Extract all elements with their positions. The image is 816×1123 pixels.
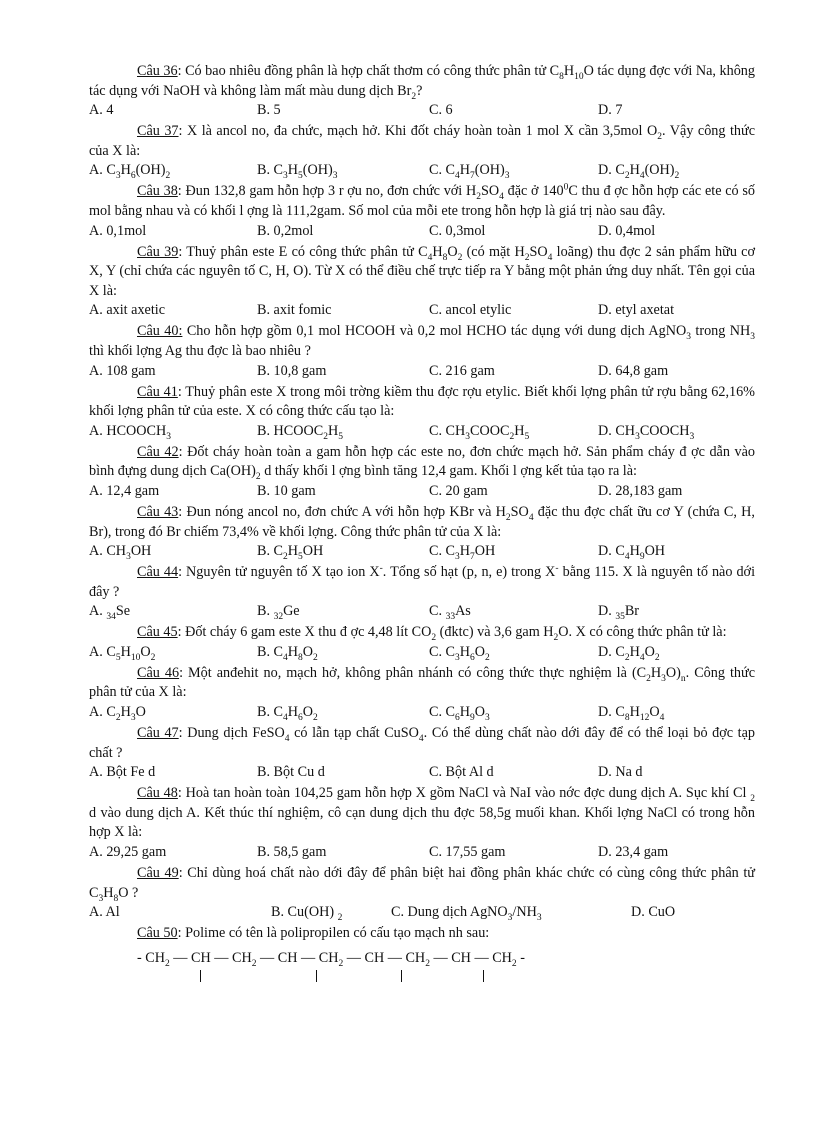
answer-option-d: D. CuO: [631, 904, 676, 921]
answer-option-c: C. 0,3mol: [429, 222, 486, 239]
answer-option-b: B. $C_2H_5OH$: [257, 543, 324, 562]
question-item: [89, 243, 755, 323]
question-stem: [89, 62, 755, 101]
question-stem: [89, 182, 755, 221]
answer-option-b: B. Cu(OH) $_2$: [271, 904, 343, 924]
answer-option-c: C. 6: [429, 102, 453, 119]
answer-option-a: A. axit axetic: [89, 302, 166, 319]
question-stem: [89, 122, 755, 161]
answer-option-a: A. $HCOOCH_3$: [89, 422, 171, 442]
answer-option-d: D. $CH_3COOCH_3$: [598, 422, 695, 442]
answer-option-a: A. $C_3H_6(OH)_2$: [89, 162, 171, 182]
question-number: Câu 40:: [137, 323, 183, 340]
question-number: Câu 37: [137, 123, 179, 140]
question-item: [89, 784, 755, 864]
question-number: Câu 36: [137, 63, 178, 79]
question-text: : Chỉ dùng hoá chất nào dới đây để phân biệt hai đồng phân khác chức có cùng công thức phân tử $C_3H_8O$ ?: [89, 865, 756, 904]
question-item: [89, 664, 755, 724]
question-number: Câu 49: [137, 865, 179, 882]
answer-options: [89, 643, 755, 664]
question-stem: [89, 623, 755, 643]
question-text: : Polime có tên là polipropilen có cấu tạo mạch nh sau:: [177, 925, 490, 942]
answer-options: [89, 101, 755, 122]
answer-options: [89, 703, 755, 724]
question-stem: [89, 563, 755, 602]
answer-option-b: B. $C_4H_6O_2$: [257, 704, 318, 723]
answer-option-c: C. $C_3H_7OH$: [429, 543, 496, 562]
question-text: : X là ancol no, đa chức, mạch hở. Khi đốt cháy hoàn toàn 1 mol X cần 3,5mol $O_2$. Vậy công thức của X là:: [89, 123, 755, 159]
answer-option-a: A. Al: [89, 904, 120, 921]
polymer-chain: - $CH_2$ — CH — $CH_2$ — CH — $CH_2$ — CH — $CH_2$ — CH — $CH_2$ -: [137, 949, 525, 969]
answer-option-b: B. 0,2mol: [257, 222, 314, 239]
question-text: : Một anđehit no, mạch hở, không phân nhánh có công thức thực nghiệm là $(C_2H_3O)_n$. Công thức phân tử của X là:: [89, 664, 755, 701]
answer-option-b: B. 10 gam: [257, 482, 316, 499]
question-stem: [89, 724, 755, 763]
question-item: [89, 182, 755, 242]
question-text: : Thuỷ phân este E có công thức phân tử $C_4H_8O_2$ (có mặt $H_2SO_4$ loãng) thu đợc 2 sản phẩm hữu cơ X, Y (chỉ chứa các nguyên tố C, H, O). Từ X có thể điều chế trực tiếp ra Y bằng một phản ứng duy nhất. Tên gọi của X là:: [89, 243, 755, 299]
answer-options: [89, 602, 755, 623]
question-number: Câu 44: [137, 564, 179, 581]
answer-option-d: D. 7: [598, 102, 623, 119]
answer-options: [89, 763, 755, 784]
answer-options: [89, 843, 755, 864]
question-text: : Đun 132,8 gam hỗn hợp 3 r ợu no, đơn chức với $H_2SO_4$ đặc ở $140^0C$ thu đ ợc hỗn hợp các ete có số mol bằng nhau và có khối l ợng là 111,2gam. Số mol của mỗi ete trong hỗn hợp là giá trị nào sau đây.: [89, 182, 755, 219]
question-stem: [89, 322, 755, 361]
question-text: : Nguyên tử nguyên tố X tạo ion X-. Tổng số hạt (p, n, e) trong X- bằng 115. X là nguyên tố nào dới đây ?: [89, 563, 756, 600]
question-item: [89, 563, 755, 623]
answer-options: [89, 542, 755, 563]
answer-options: [89, 482, 755, 503]
answer-options: [89, 161, 755, 182]
answer-option-c: C. $C_3H_6O_2$: [429, 643, 490, 663]
answer-option-a: A. 108 gam: [89, 362, 156, 379]
answer-options: [89, 362, 755, 383]
answer-option-d: D. 64,8 gam: [598, 362, 669, 379]
answer-option-c: C. 17,55 gam: [429, 844, 506, 861]
question-stem: [89, 443, 755, 482]
question-number: Câu 50: [137, 925, 178, 942]
question-text: : Hoà tan hoàn toàn 104,25 gam hỗn hợp X gồm NaCl và NaI vào nớc đợc dung dịch A. Sục khí Cl $_2$ d vào dung dịch A. Kết thúc thí nghiệm, cô cạn dung dịch thu đợc 58,5g muối khan. Khối lợng NaCl có trong hỗn hợp X là:: [89, 785, 755, 841]
answer-option-c: C. 216 gam: [429, 362, 495, 379]
answer-option-d: D. 28,183 gam: [598, 482, 683, 499]
question-text: : Đun nóng ancol no, đơn chức A với hỗn hợp KBr và $H_2SO_4$ đặc thu đợc chất ữu cơ Y (chứa C, H, Br), trong đó Br chiếm 73,4% về khối lợng. Công thức phân tử của X là:: [89, 503, 755, 540]
answer-option-b: B. $C_3H_5(OH)_3$: [257, 162, 338, 182]
question-item: [89, 503, 755, 563]
answer-option-c: C. $_{33}$As: [429, 603, 471, 623]
answer-option-a: A. 29,25 gam: [89, 844, 167, 861]
question-number: Câu 38: [137, 183, 178, 200]
branch-bond: [316, 970, 317, 982]
branch-bond: [200, 970, 201, 982]
answer-option-a: A. $_{34}$Se: [89, 603, 131, 623]
answer-option-a: A. Bột Fe d: [89, 764, 156, 781]
answer-option-d: D. $C_2H_4(OH)_2$: [598, 162, 680, 182]
answer-options: [89, 903, 755, 924]
answer-options: [89, 222, 755, 243]
answer-option-a: A. $C_2H_3O$: [89, 704, 146, 723]
question-number: Câu 43: [137, 503, 179, 520]
question-stem: [89, 784, 755, 843]
question-item: [89, 443, 755, 503]
question-stem: [89, 664, 755, 703]
question-item: [89, 924, 755, 944]
question-text: Cho hỗn hợp gồm 0,1 mol HCOOH và 0,2 mol HCHO tác dụng với dung dịch AgNO$_3$ trong $NH_3$ thì khối lợng Ag thu đợc là bao nhiêu ?: [89, 323, 756, 359]
answer-option-d: D. 0,4mol: [598, 222, 656, 239]
answer-option-d: D. Na d: [598, 764, 643, 781]
exam-page: [89, 62, 755, 990]
answer-option-d: D. etyl axetat: [598, 302, 675, 319]
question-stem: [89, 924, 755, 944]
question-text: : Có bao nhiêu đồng phân là hợp chất thơm có công thức phân tử $C_8H_{10}O$ tác dụng đợc với Na, không tác dụng với NaOH và không làm mất màu dung dịch $Br_2$?: [89, 63, 755, 102]
branch-bond: [401, 970, 402, 982]
question-number: Câu 45: [137, 624, 178, 641]
answer-option-d: D. $C_2H_4O_2$: [598, 643, 660, 663]
question-stem: [89, 243, 755, 302]
question-item: [89, 62, 755, 122]
answer-option-b: B. $HCOOC_2H_5$: [257, 422, 343, 442]
answer-option-c: C. $C_6H_9O_3$: [429, 704, 490, 723]
answer-options: [89, 301, 755, 322]
question-number: Câu 46: [137, 664, 180, 681]
answer-option-d: D. $C_8H_{12}O_4$: [598, 704, 665, 723]
answer-option-a: A. 0,1mol: [89, 222, 147, 239]
answer-option-d: D. 23,4 gam: [598, 844, 669, 861]
answer-option-b: B. axit fomic: [257, 302, 332, 319]
question-text: : Đốt cháy 6 gam este X thu đ ợc 4,48 lít $CO_2$ (đktc) và 3,6 gam $H_2O$. X có công thức phân tử là:: [177, 624, 727, 644]
answer-option-c: C. $C_4H_7(OH)_3$: [429, 162, 510, 182]
answer-option-d: D. $_{35}$Br: [598, 603, 640, 623]
question-item: [89, 724, 755, 784]
answer-option-a: A. $C_5H_{10}O_2$: [89, 643, 156, 663]
question-number: Câu 47: [137, 725, 179, 742]
answer-option-d: D. $C_4H_9OH$: [598, 543, 666, 562]
answer-option-b: B. 10,8 gam: [257, 362, 327, 379]
answer-option-a: A. 4: [89, 102, 114, 119]
answer-option-c: C. ancol etylic: [429, 302, 512, 319]
question-number: Câu 48: [137, 785, 178, 802]
answer-option-c: C. Bột Al d: [429, 764, 494, 781]
answer-option-b: B. 5: [257, 102, 281, 119]
answer-option-a: A. $CH_3OH$: [89, 543, 152, 562]
answer-option-b: B. $_{32}$Ge: [257, 603, 300, 623]
question-text: : Thuỷ phân este X trong môi trờng kiềm thu đợc rợu etylic. Biết khối lợng phân tử rợu bằng 62,16% khối lợng phân tử của este. X có công thức cấu tạo là:: [89, 383, 755, 420]
answer-option-b: B. 58,5 gam: [257, 844, 327, 861]
question-number: Câu 42: [137, 443, 179, 460]
branch-bond: [483, 970, 484, 982]
question-stem: [89, 864, 755, 903]
question-number: Câu 41: [137, 383, 178, 400]
question-item: [89, 383, 755, 443]
answer-option-a: A. 12,4 gam: [89, 482, 160, 499]
polymer-formula: [89, 950, 755, 990]
question-text: : Dung dịch FeSO$_4$ có lẫn tạp chất CuSO$_4$. Có thể dùng chất nào dới đây để có thể loại bỏ đợc tạp chất ?: [89, 725, 756, 761]
question-number: Câu 39: [137, 243, 179, 260]
question-list: [89, 62, 755, 944]
question-stem: [89, 383, 755, 422]
question-item: [89, 122, 755, 182]
question-stem: [89, 503, 755, 542]
question-text: : Đốt cháy hoàn toàn a gam hỗn hợp các este no, đơn chức mạch hở. Sản phẩm cháy đ ợc dẫn vào bình đựng dung dịch $Ca(OH)_2$ d thấy khối l ợng bình tăng 12,4 gam. Khối l ợng kết tủa tạo ra là:: [89, 443, 755, 483]
answer-option-c: C. Dung dịch $AgNO_3/NH_3$: [391, 904, 542, 924]
answer-option-b: B. Bột Cu d: [257, 764, 325, 781]
question-item: [89, 623, 755, 664]
answer-options: [89, 422, 755, 443]
answer-option-c: C. 20 gam: [429, 482, 488, 499]
answer-option-b: B. $C_4H_8O_2$: [257, 643, 318, 663]
question-item: [89, 322, 755, 382]
answer-option-c: C. $CH_3COOC_2H_5$: [429, 422, 530, 442]
question-item: [89, 864, 755, 924]
